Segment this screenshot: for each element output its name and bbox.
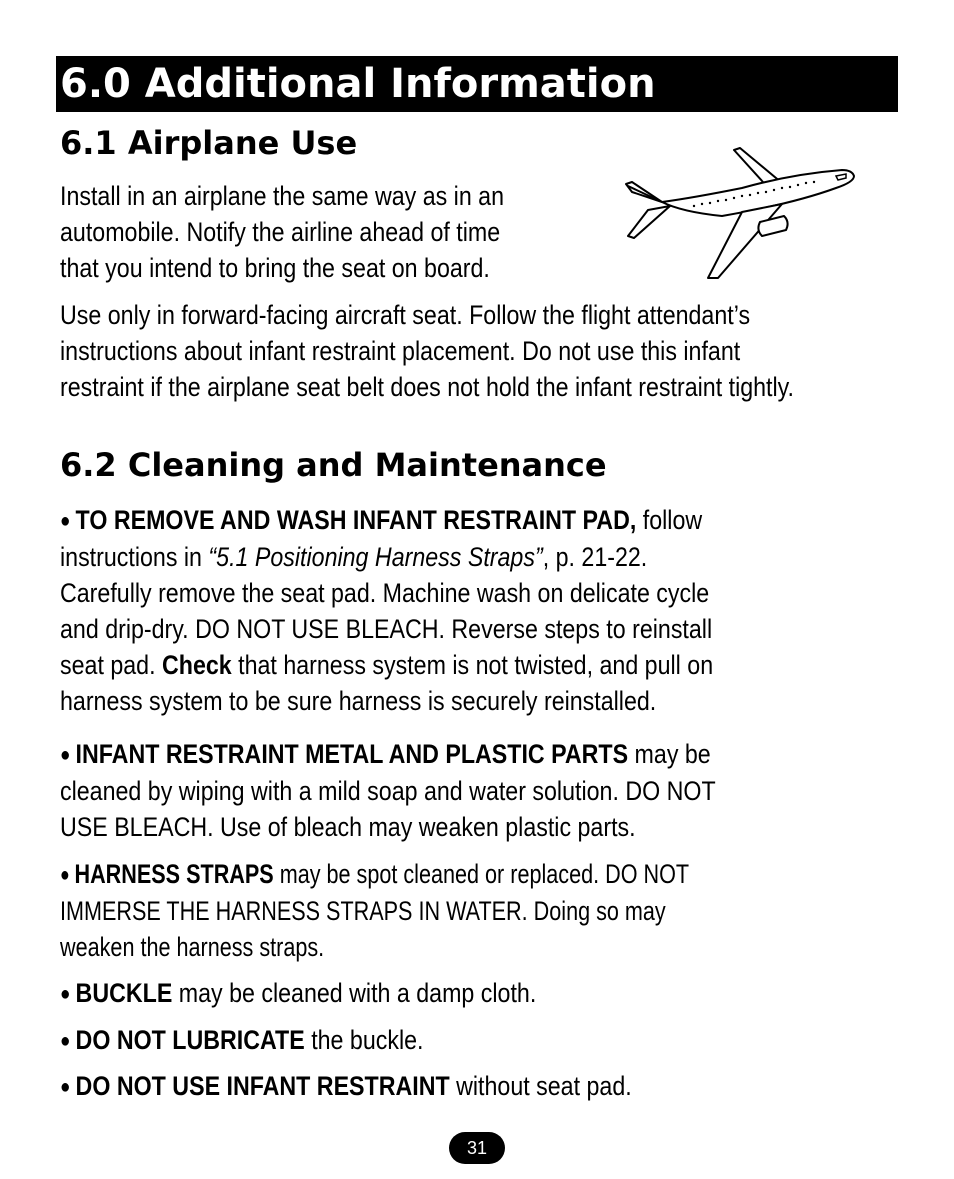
airplane-intro [60,178,593,286]
pad-instructions: ● TO REMOVE AND WASH INFANT RESTRAINT PAD, follow instructions in “5.1 Positioning Harness Straps”, p. 21-22. Carefully remove the seat pad. Machine wash on delicate cycle and drip-dry. DO NOT USE BLEACH. Reverse steps to reinstall seat pad. Check that harness system is not twisted, and pull on harness system to be sure harness is securely reinstalled. [60,505,714,716]
bullet-icon: ● [60,744,71,766]
bullet-icon: ● [60,864,70,886]
text-line: Use only in forward-facing aircraft seat. Follow the flight attendant’s [60,300,751,330]
page-number: 31 [449,1132,505,1164]
buckle-instructions: ● BUCKLE may be cleaned with a damp cloth. [60,978,537,1008]
cleaning-heading: 6.2 Cleaning and Maintenance [60,446,607,484]
text-line: automobile. Notify the airline ahead of time [60,217,501,247]
text-line: Install in an airplane the same way as in an [60,181,505,211]
airplane-use-heading: 6.1 Airplane Use [60,124,358,162]
seat-pad-warning: ● DO NOT USE INFANT RESTRAINT without seat pad. [60,1071,632,1101]
bullet-icon: ● [60,983,71,1005]
text-line: instructions about infant restraint placement. Do not use this infant [60,336,741,366]
cross-reference: “5.1 Positioning Harness Straps” [208,542,543,572]
text-line: restraint if the airplane seat belt does not hold the infant restraint tightly. [60,372,795,402]
bullet-icon: ● [60,1030,71,1052]
parts-instructions: ● INFANT RESTRAINT METAL AND PLASTIC PARTS may be cleaned by wiping with a mild soap and water solution. DO NOT USE BLEACH. Use of bleach may weaken plastic parts. [60,739,716,842]
airplane-icon [622,146,858,282]
bullet-icon: ● [60,510,71,532]
text-line: that you intend to bring the seat on board. [60,253,490,283]
airplane-instructions [60,297,954,405]
straps-instructions: ● HARNESS STRAPS may be spot cleaned or replaced. DO NOT IMMERSE THE HARNESS STRAPS IN WATER. Doing so may weaken the harness straps. [60,859,690,962]
section-title: 6.0 Additional Information [56,56,898,112]
bullet-icon: ● [60,1076,71,1098]
lubricate-warning: ● DO NOT LUBRICATE the buckle. [60,1025,424,1055]
